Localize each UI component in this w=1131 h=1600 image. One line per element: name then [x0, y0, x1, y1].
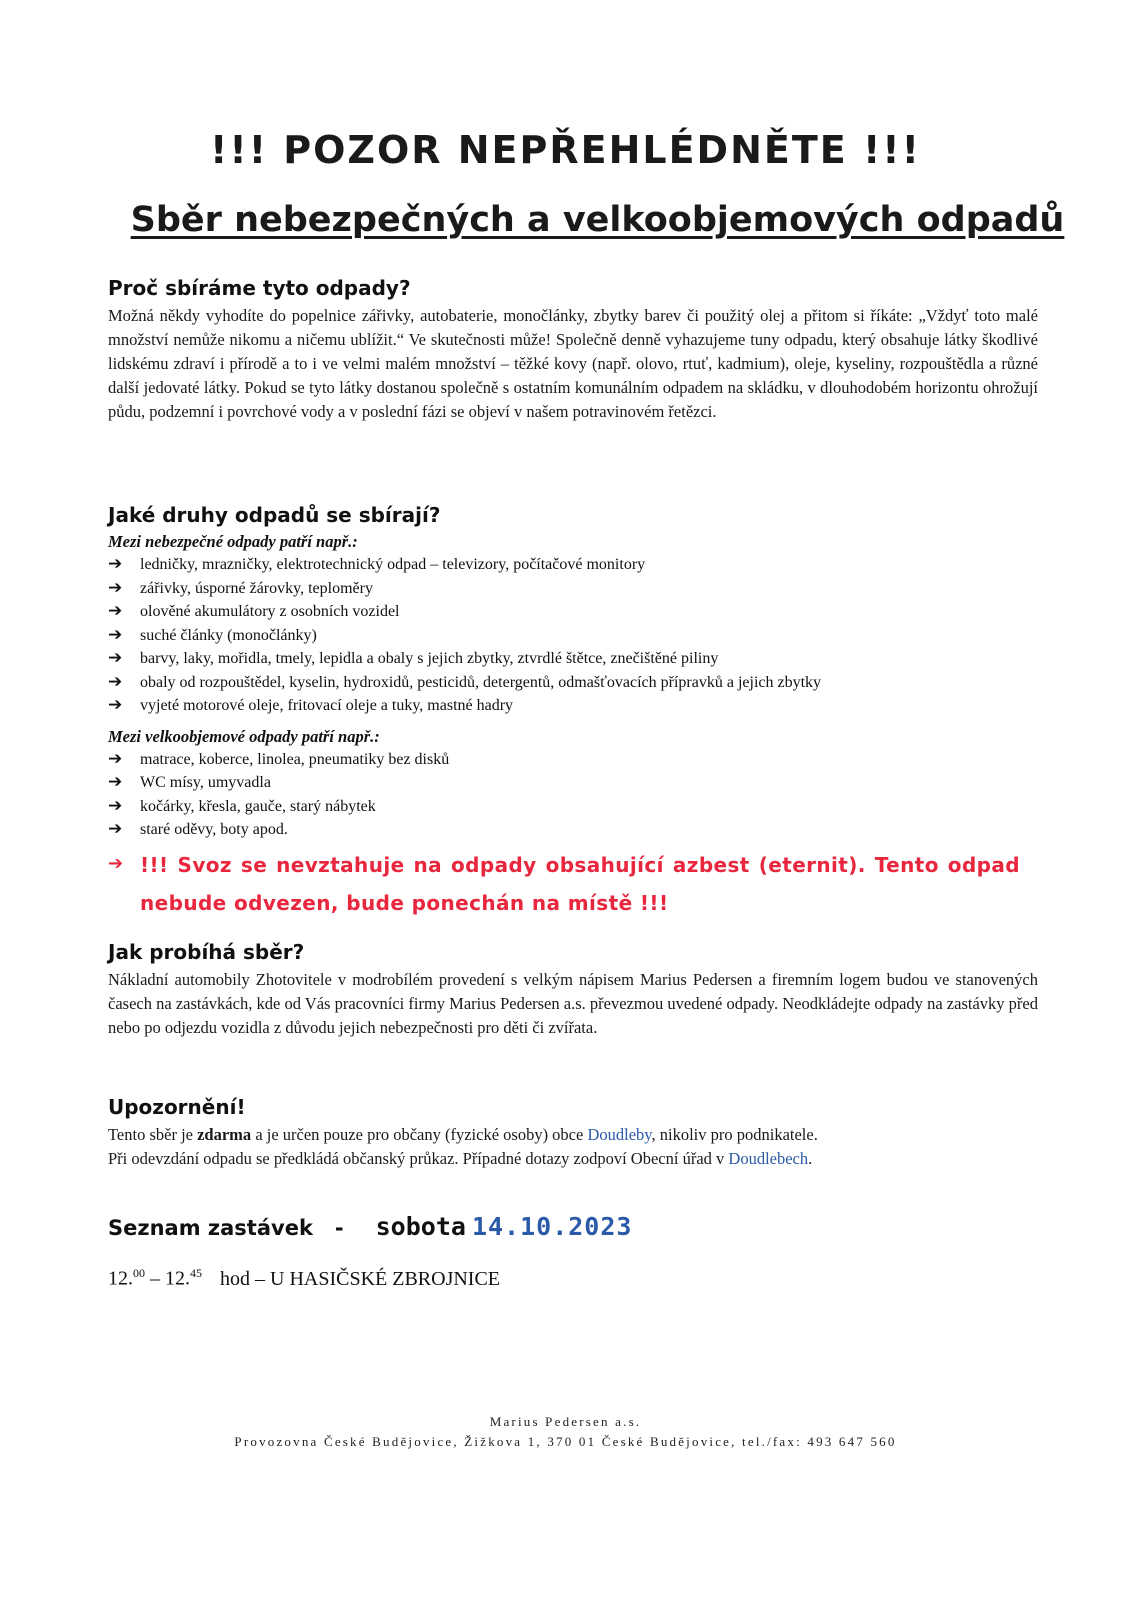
list-item-text: olověné akumulátory z osobních vozidel: [140, 603, 400, 620]
start-hour: 12.: [108, 1267, 133, 1290]
list-item-text: obaly od rozpouštědel, kyselin, hydroxidů, pesticidů, detergentů, odmašťovacích přípravků a jejich zbytky: [140, 673, 822, 691]
asbestos-warning-text: !!! Svoz se nevztahuje na odpady obsahující azbest (eternit). Tento odpad nebude odvezen, bude ponechán na místě !!!: [140, 852, 1020, 915]
arrow-right-icon: ➔: [108, 852, 124, 874]
list-item-text: ledničky, mrazničky, elektrotechnický odpad – televizory, počítačové monitory: [140, 556, 646, 573]
list-item-text: staré oděvy, boty apod.: [140, 821, 288, 838]
bulky-subheading: Mezi velkoobjemové odpady patří např.:: [108, 726, 380, 746]
stops-separator: -: [334, 1216, 344, 1240]
section-process: [108, 940, 1038, 1040]
notice-free-bold: zdarma: [197, 1125, 252, 1144]
list-item: [108, 748, 1038, 772]
arrow-right-icon: ➔: [108, 695, 123, 715]
list-item: [108, 600, 1038, 624]
stops-label: Seznam zastávek: [108, 1216, 313, 1240]
notice-text: , nikoliv pro podnikatele.: [651, 1125, 818, 1144]
arrow-right-icon: ➔: [108, 624, 123, 645]
end-minute: 45: [190, 1266, 202, 1280]
list-item-text: kočárky, křesla, gauče, starý nábytek: [140, 797, 376, 815]
section-notice: [108, 1095, 1038, 1171]
why-paragraph: Možná někdy vyhodíte do popelnice zářivky, autobaterie, monočlánky, zbytky barev či použitý olej a přitom si říkáte: „Vždyť toto malé množství nemůže nikomu a ničemu ublížit.“ Ve skutečnosti může! Společně denně vyhazujeme tuny odpadu, který obsahuje látky škodlivé lidskému zdraví i přírodě a to i ve velmi malém množství – těžké kovy (např. olovo, rtuť, kadmium), oleje, kyseliny, rozpouštědla a různé další jedovaté látky. Pokud se tyto látky dostanou společně s ostatním komunálním odpadem na skládku, v dlouhodobém horizontu ohrožují půdu, podzemní i povrchové vody a v poslední fázi se objeví v našem potravinovém řetězci.: [108, 306, 1038, 421]
notice-line-1: [108, 1123, 1038, 1147]
list-item: [108, 577, 1038, 601]
stop-place: hod – U HASIČSKÉ ZBROJNICE: [220, 1267, 501, 1290]
notice-line-2: [108, 1147, 1038, 1171]
arrow-right-icon: ➔: [108, 601, 123, 621]
page-title: !!! POZOR NEPŘEHLÉDNĚTE !!!: [210, 128, 921, 172]
stops-date: 14.10.2023: [471, 1212, 633, 1241]
list-item-text: vyjeté motorové oleje, fritovací oleje a tuky, mastné hadry: [140, 697, 514, 714]
page-subtitle: Sběr nebezpečných a velkoobjemových odpadů: [130, 200, 1065, 240]
list-item-text: WC mísy, umyvadla: [140, 774, 271, 791]
municipality-office-location: Doudlebech: [728, 1149, 809, 1168]
notice-text: a je určen pouze pro občany (fyzické osoby) obce: [251, 1125, 588, 1144]
asbestos-warning: [108, 846, 1038, 922]
list-item-text: suché články (monočlánky): [140, 626, 317, 644]
list-item: [108, 671, 1038, 695]
why-heading: Proč sbíráme tyto odpady?: [108, 276, 411, 300]
notice-text: Při odevzdání odpadu se předkládá občanský průkaz. Případné dotazy zodpoví Obecní úřad v: [108, 1149, 729, 1168]
arrow-right-icon: ➔: [108, 648, 123, 668]
footer-company: Marius Pedersen a.s.: [489, 1414, 642, 1429]
list-item: [108, 647, 1038, 671]
notice-heading: Upozornění!: [108, 1095, 246, 1119]
start-minute: 00: [133, 1266, 145, 1280]
list-item-text: barvy, laky, mořidla, tmely, lepidla a obaly s jejich zbytky, ztvrdlé štětce, znečištěné piliny: [140, 650, 719, 667]
process-heading: Jak probíhá sběr?: [108, 940, 305, 964]
end-hour: 12.: [165, 1267, 190, 1290]
section-types: [108, 503, 1038, 922]
stops-heading: [108, 1212, 632, 1241]
arrow-right-icon: ➔: [108, 795, 123, 816]
arrow-right-icon: ➔: [108, 554, 123, 574]
list-item: [108, 553, 1038, 577]
arrow-right-icon: ➔: [108, 748, 123, 769]
list-item-text: matrace, koberce, linolea, pneumatiky bez disků: [140, 750, 450, 768]
arrow-right-icon: ➔: [108, 819, 123, 839]
list-item: [108, 795, 1038, 819]
list-item-text: zářivky, úsporné žárovky, teploměry: [140, 579, 373, 597]
stop-schedule-row: [108, 1266, 500, 1291]
list-item: [108, 818, 1038, 842]
bulky-list: [108, 748, 1038, 842]
hazardous-subheading: Mezi nebezpečné odpady patří např.:: [108, 532, 358, 551]
footer: [0, 1412, 1131, 1452]
list-item: [108, 624, 1038, 648]
time-dash: –: [145, 1267, 165, 1290]
process-paragraph: Nákladní automobily Zhotovitele v modrobílém provedení s velkým nápisem Marius Pedersen a firemním logem budou ve stanovených časech na zastávkách, kde od Vás pracovníci firmy Marius Pedersen a.s. převezmou uvedené odpady. Neodkládejte odpady na zastávky před nebo po odjezdu vozidla z důvodu jejich nebezpečnosti pro děti či zvířata.: [108, 970, 1038, 1037]
footer-address: Provozovna České Budějovice, Žižkova 1, 370 01 České Budějovice, tel./fax: 493 647 560: [234, 1434, 897, 1449]
list-item: [108, 771, 1038, 795]
hazardous-list: [108, 553, 1038, 718]
arrow-right-icon: ➔: [108, 671, 123, 692]
arrow-right-icon: ➔: [108, 772, 123, 792]
types-heading: Jaké druhy odpadů se sbírají?: [108, 503, 441, 527]
notice-text: .: [808, 1149, 813, 1168]
arrow-right-icon: ➔: [108, 577, 123, 598]
section-why: [108, 276, 1038, 424]
municipality-name: Doudleby: [587, 1125, 652, 1144]
notice-text: Tento sběr je: [108, 1125, 198, 1144]
list-item: [108, 694, 1038, 718]
stops-day: sobota: [375, 1212, 466, 1241]
